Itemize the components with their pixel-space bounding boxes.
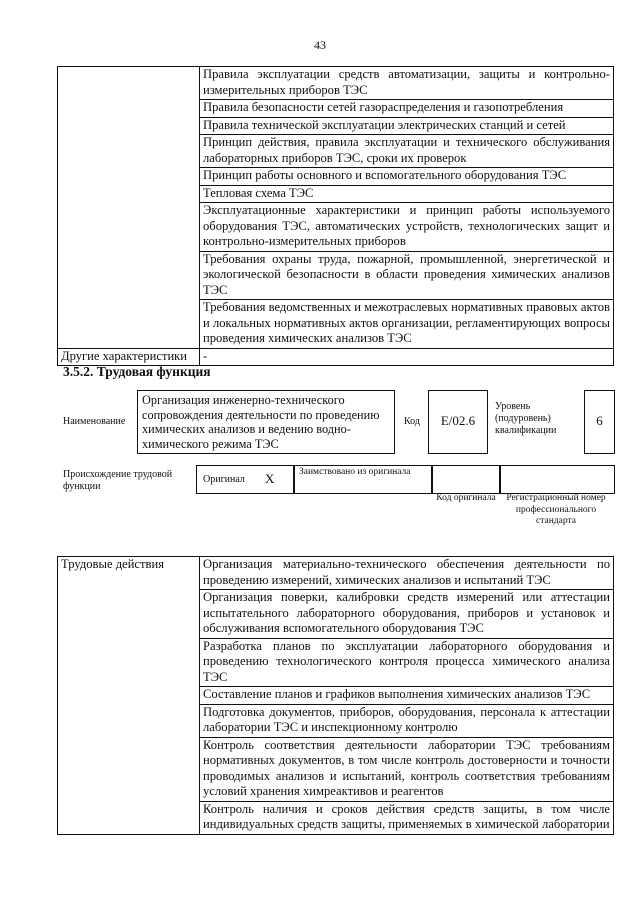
knowledge-item: Тепловая схема ТЭС — [200, 185, 614, 203]
knowledge-table — [57, 66, 614, 366]
knowledge-item: Правила эксплуатации средств автоматизации, защиты и контрольно-измерительных приборов ТЭС — [200, 67, 614, 100]
table-row — [58, 348, 614, 366]
table-cell-empty — [58, 67, 200, 349]
labor-action-item: Контроль соответствия деятельности лаборатории ТЭС требованиям нормативных документов, в том числе контроль достоверности и точности проводимых анализов и испытаний, контроль соответствия требованиям условий хранения химреактивов и реагентов — [200, 737, 614, 801]
labor-action-item: Подготовка документов, приборов, оборудования, персонала к аттестации лаборатории ТЭС и инспекционному контролю — [200, 704, 614, 737]
function-name: Организация инженерно-технического сопровождения деятельности по проведению химических анализов и ведению водно-химического режима ТЭС — [142, 393, 380, 451]
knowledge-item: Принцип действия, правила эксплуатации и технического обслуживания лабораторных приборов ТЭС, сроки их проверок — [200, 135, 614, 168]
labor-actions-table — [57, 556, 614, 835]
knowledge-item: Принцип работы основного и вспомогательного оборудования ТЭС — [200, 168, 614, 186]
table-row — [58, 67, 614, 100]
knowledge-item: Правила технической эксплуатации электрических станций и сетей — [200, 117, 614, 135]
code-label: Код — [404, 416, 420, 427]
section-heading: 3.5.2. Трудовая функция — [63, 364, 211, 379]
borrowed-label: Заимствовано из оригинала — [299, 467, 411, 477]
origin-label: Происхождение трудовой функции — [63, 469, 173, 492]
code-value: E/02.6 — [440, 413, 476, 428]
original-box — [196, 465, 295, 494]
name-label: Наименование — [63, 416, 126, 427]
code-original-box — [431, 465, 501, 494]
other-characteristics-label: Другие характеристики — [58, 348, 200, 366]
level-value: 6 — [596, 413, 603, 428]
reg-number-label: Регистрационный номер профессионального стандарта — [506, 493, 606, 526]
function-name-box — [137, 390, 395, 454]
other-characteristics-value: - — [200, 348, 614, 366]
level-box — [584, 390, 615, 454]
reg-number-box — [499, 465, 615, 494]
knowledge-item: Требования охраны труда, пожарной, промышленной, энергетической и экологической безопасности в области проведения химических анализов ТЭС — [200, 251, 614, 300]
qualification-level-label: Уровень (подуровень) квалификации — [495, 401, 557, 436]
table-row — [58, 557, 614, 590]
labor-action-item: Контроль наличия и сроков действия средств защиты, в том числе индивидуальных средств защиты, применяемых в химической лаборатории — [200, 801, 614, 834]
original-mark: X — [265, 471, 275, 486]
labor-action-item: Организация поверки, калибровки средств измерений или аттестации испытательного лабораторного оборудования, приборов и установок и обслуживания вспомогательного оборудования ТЭС — [200, 590, 614, 639]
knowledge-item: Требования ведомственных и межотраслевых нормативных правовых актов и локальных нормативных актов организации, регламентирующих вопросы проведения химических анализов ТЭС — [200, 300, 614, 349]
knowledge-item: Правила безопасности сетей газораспределения и газопотребления — [200, 100, 614, 118]
labor-action-item: Составление планов и графиков выполнения химических анализов ТЭС — [200, 687, 614, 705]
code-original-label: Код оригинала — [436, 493, 496, 503]
labor-action-item: Разработка планов по эксплуатации лабораторного оборудования и проведению технологического контроля процесса химического анализа ТЭС — [200, 638, 614, 687]
labor-actions-label: Трудовые действия — [58, 557, 200, 835]
original-label: Оригинал — [203, 474, 245, 485]
code-box — [428, 390, 488, 454]
labor-action-item: Организация материально-технического обеспечения деятельности по проведению измерений, химических анализов и испытаний ТЭС — [200, 557, 614, 590]
knowledge-item: Эксплуатационные характеристики и принцип работы используемого оборудования ТЭС, автоматических устройств, технологических защит и контрольно-измерительных приборов — [200, 203, 614, 252]
borrowed-box — [293, 465, 433, 494]
page-number: 43 — [314, 38, 326, 52]
